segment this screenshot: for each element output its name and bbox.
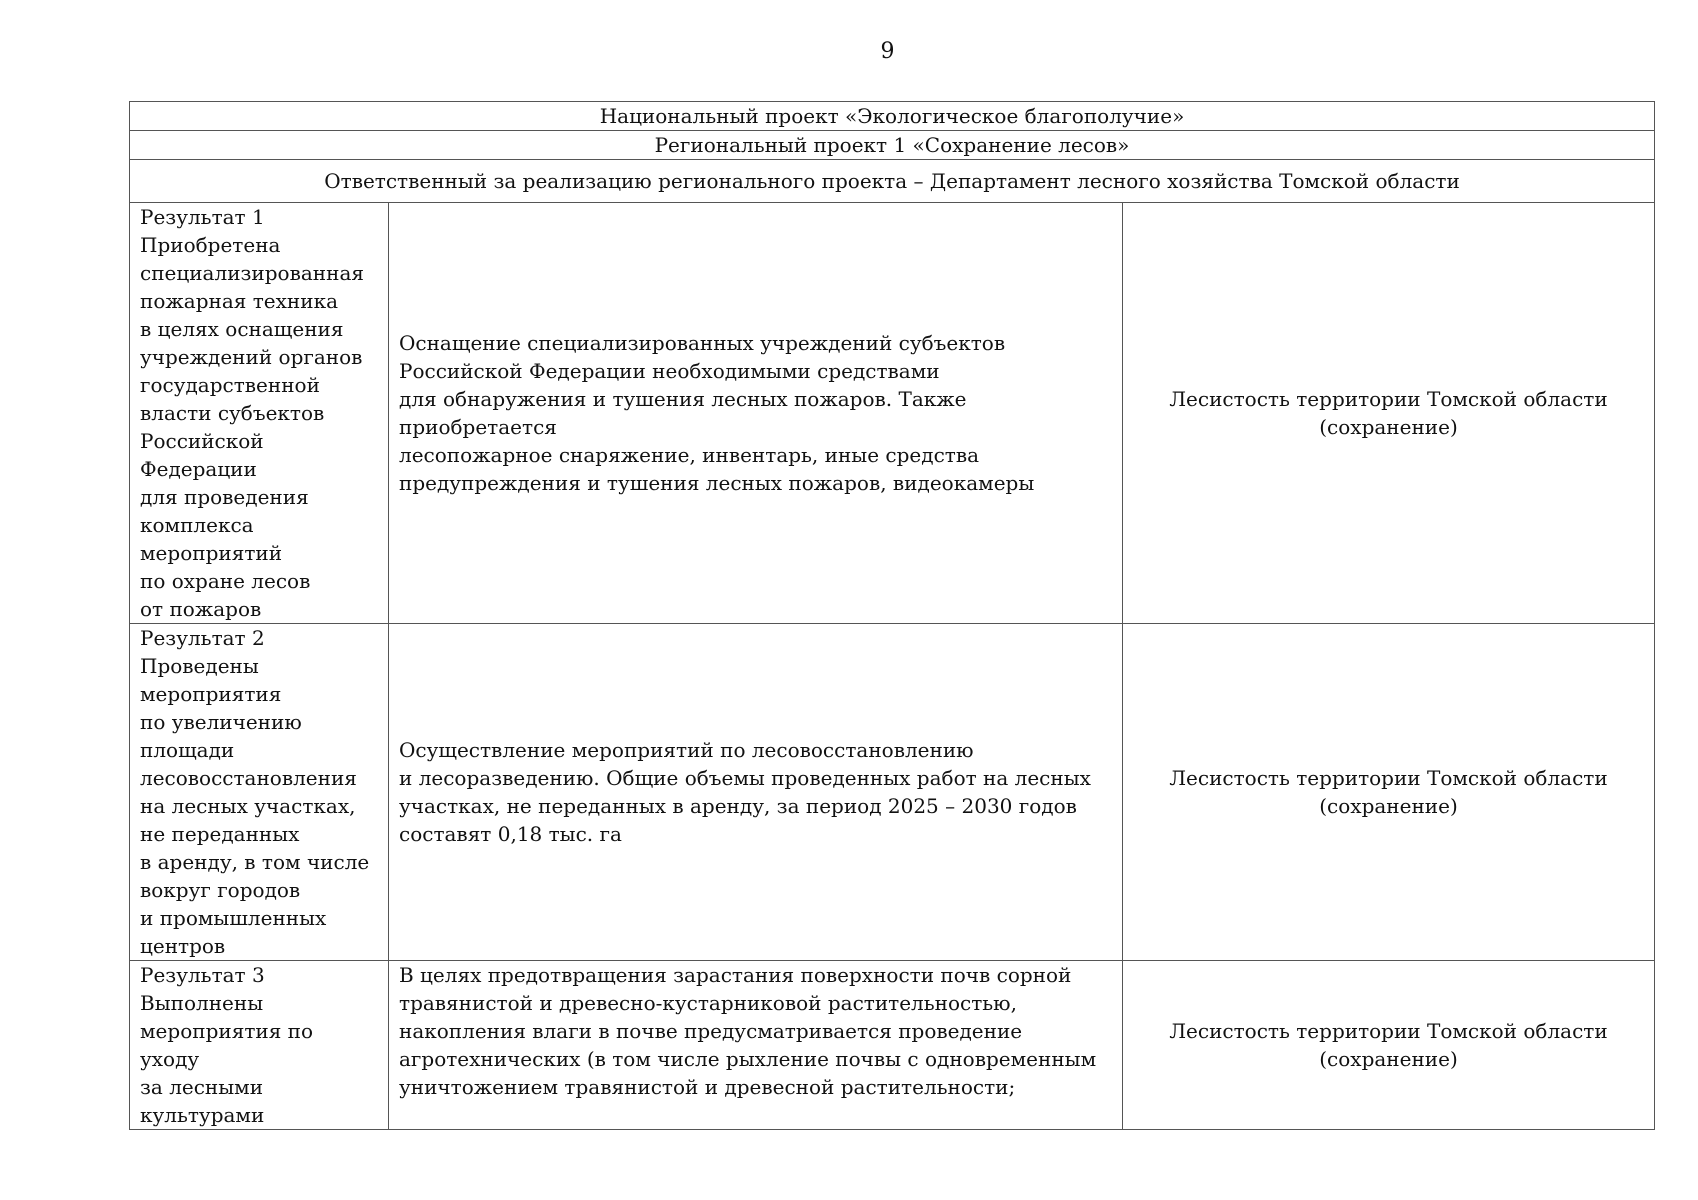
indicator-cell: Лесистость территории Томской области (сохранение) [1123, 961, 1655, 1130]
page-number: 9 [880, 39, 895, 64]
responsible-header: Ответственный за реализацию регионального проекта – Департамент лесного хозяйства Томской области [130, 160, 1655, 203]
indicator-cell: Лесистость территории Томской области (сохранение) [1123, 203, 1655, 624]
regional-project-header: Региональный проект 1 «Сохранение лесов» [130, 131, 1655, 160]
description-cell: Осуществление мероприятий по лесовосстановлению и лесоразведению. Общие объемы проведенных работ на лесных участках, не переданных в аренду, за период 2025 – 2030 годов составят 0,18 тыс. га [389, 624, 1123, 961]
table-row [130, 624, 1655, 961]
table-row [130, 203, 1655, 624]
result-cell: Результат 1 Приобретена специализированная пожарная техника в целях оснащения учреждений органов государственной власти субъектов Российской Федерации для проведения комплекса мероприятий по охране лесов от пожаров [130, 203, 389, 624]
national-project-header: Национальный проект «Экологическое благополучие» [130, 102, 1655, 131]
result-cell: Результат 3 Выполнены мероприятия по уходу за лесными культурами [130, 961, 389, 1130]
indicator-cell: Лесистость территории Томской области (сохранение) [1123, 624, 1655, 961]
result-cell: Результат 2 Проведены мероприятия по увеличению площади лесовосстановления на лесных участках, не переданных в аренду, в том числе вокруг городов и промышленных центров [130, 624, 389, 961]
description-cell: В целях предотвращения зарастания поверхности почв сорной травянистой и древесно-кустарниковой растительностью, накопления влаги в почве предусматривается проведение агротехнических (в том числе рыхление почвы с одновременным уничтожением травянистой и древесной растительности; [389, 961, 1123, 1130]
table-row [130, 961, 1655, 1130]
description-cell: Оснащение специализированных учреждений субъектов Российской Федерации необходимыми средствами для обнаружения и тушения лесных пожаров. Также приобретается лесопожарное снаряжение, инвентарь, иные средства предупреждения и тушения лесных пожаров, видеокамеры [389, 203, 1123, 624]
regional-project-table [129, 101, 1655, 1130]
